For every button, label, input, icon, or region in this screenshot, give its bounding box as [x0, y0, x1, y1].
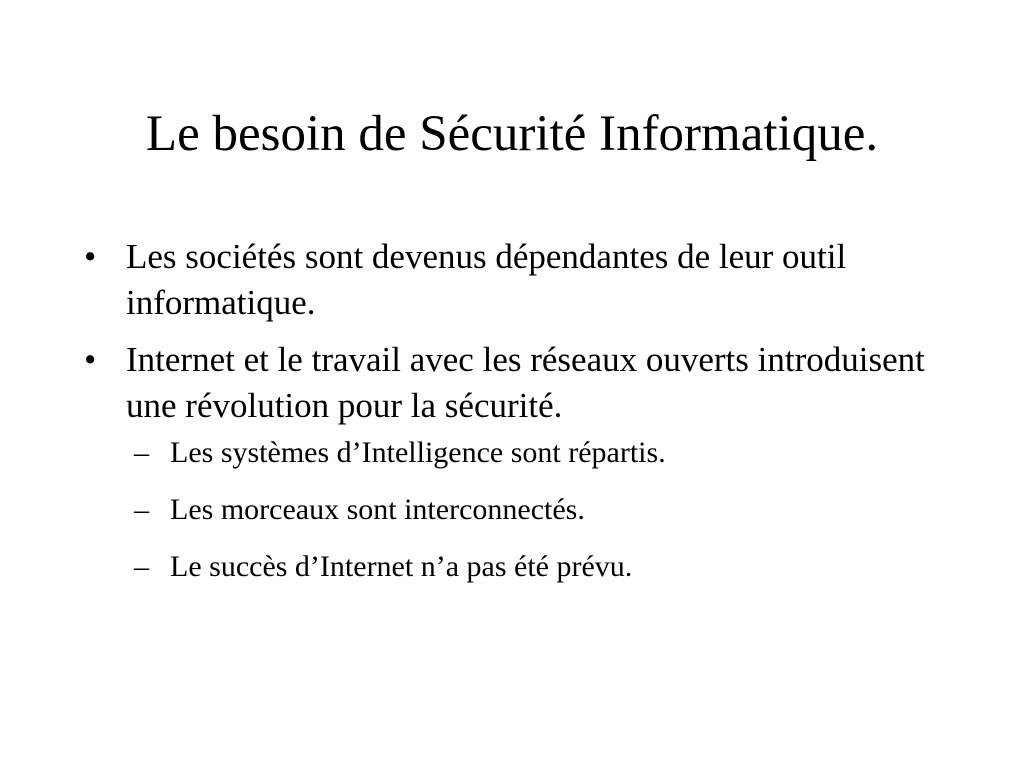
sub-bullet-item [126, 547, 984, 587]
dash-icon: – [134, 550, 149, 583]
dash-icon: – [134, 436, 149, 469]
bullet-icon: • [84, 340, 97, 379]
bullet-text: Internet et le travail avec les réseaux ouverts introduisent une révolution pour la sécurité. [126, 340, 925, 425]
bullet-item [84, 337, 984, 587]
sub-bullet-text: Les morceaux sont interconnectés. [170, 493, 585, 526]
bullet-text: Les sociétés sont devenus dépendantes de leur outil informatique. [126, 237, 847, 322]
sub-bullet-item [126, 433, 984, 473]
dash-icon: – [134, 493, 149, 526]
sub-bullet-text: Le succès d’Internet n’a pas été prévu. [170, 550, 633, 583]
slide-title: Le besoin de Sécurité Informatique. [145, 106, 879, 162]
bullet-item [84, 234, 984, 326]
bullet-icon: • [84, 237, 97, 276]
sub-bullet-list [126, 433, 984, 587]
sub-bullet-text: Les systèmes d’Intelligence sont répartis. [170, 436, 666, 469]
bullet-list [84, 234, 984, 604]
sub-bullet-item [126, 490, 984, 530]
